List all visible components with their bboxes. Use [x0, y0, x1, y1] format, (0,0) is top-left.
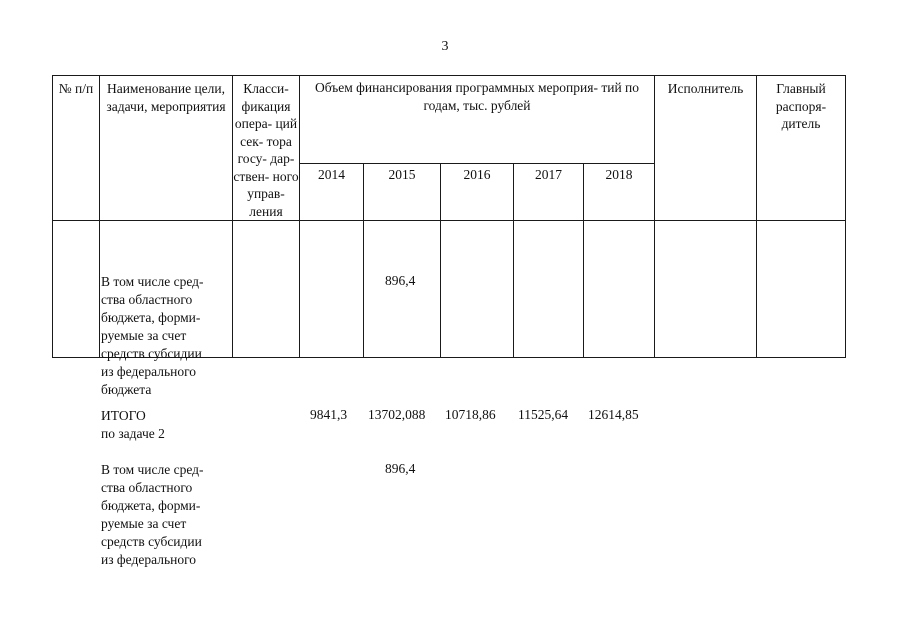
empty-cell [441, 221, 514, 358]
row-1-label-line: средств субсидии [101, 346, 202, 361]
row-3-label-line: бюджета, форми- [101, 498, 201, 513]
page-number: 3 [441, 39, 449, 54]
row-3-label-line: В том числе сред- [101, 462, 204, 477]
row-3-value-2015: 896,4 [385, 461, 416, 476]
empty-cell [757, 221, 846, 358]
header-name: Наименование цели, задачи, мероприятия [100, 76, 233, 221]
row-1-label-line: В том числе сред- [101, 274, 204, 289]
row-3-label [101, 461, 231, 569]
row-1-value-2015: 896,4 [385, 273, 416, 288]
empty-cell [300, 221, 364, 358]
row-3-label-line: средств субсидии [101, 534, 202, 549]
row-2-label-line: по задаче 2 [101, 426, 165, 441]
header-classification: Класси- фикация опера- ций сек- тора госу- дар- ствен- ного управ- ления [233, 76, 300, 221]
row-1-label-line: бюджета [101, 382, 152, 397]
header-year-2017: 2017 [514, 164, 584, 221]
header-year-2018: 2018 [584, 164, 655, 221]
row-2-label [101, 407, 231, 443]
row-2-value-2017: 11525,64 [518, 407, 569, 422]
empty-cell [53, 221, 100, 358]
row-3-label-line: руемые за счет [101, 516, 187, 531]
empty-cell [233, 221, 300, 358]
header-year-2014: 2014 [300, 164, 364, 221]
row-1-label-line: бюджета, форми- [101, 310, 201, 325]
row-2-value-2018: 12614,85 [588, 407, 639, 422]
header-executor: Исполнитель [655, 76, 757, 221]
empty-cell [364, 221, 441, 358]
header-year-2016: 2016 [441, 164, 514, 221]
row-1-label [101, 273, 231, 399]
row-1-label-line: руемые за счет [101, 328, 187, 343]
header-funding: Объем финансирования программных мероприя- тий по годам, тыс. рублей [300, 76, 655, 164]
header-manager: Главный распоря- дитель [757, 76, 846, 221]
row-1-label-line: ства областного [101, 292, 193, 307]
row-2-value-2015: 13702,088 [368, 407, 426, 422]
row-3-label-line: из федерального [101, 552, 197, 567]
empty-cell [584, 221, 655, 358]
row-2-value-2016: 10718,86 [445, 407, 496, 422]
row-2-label-line: ИТОГО [101, 408, 146, 423]
empty-cell [514, 221, 584, 358]
empty-cell [655, 221, 757, 358]
header-number: № п/п [53, 76, 100, 221]
row-2-value-2014: 9841,3 [310, 407, 348, 422]
row-3-label-line: ства областного [101, 480, 193, 495]
row-1-label-line: из федерального [101, 364, 197, 379]
header-year-2015: 2015 [364, 164, 441, 221]
